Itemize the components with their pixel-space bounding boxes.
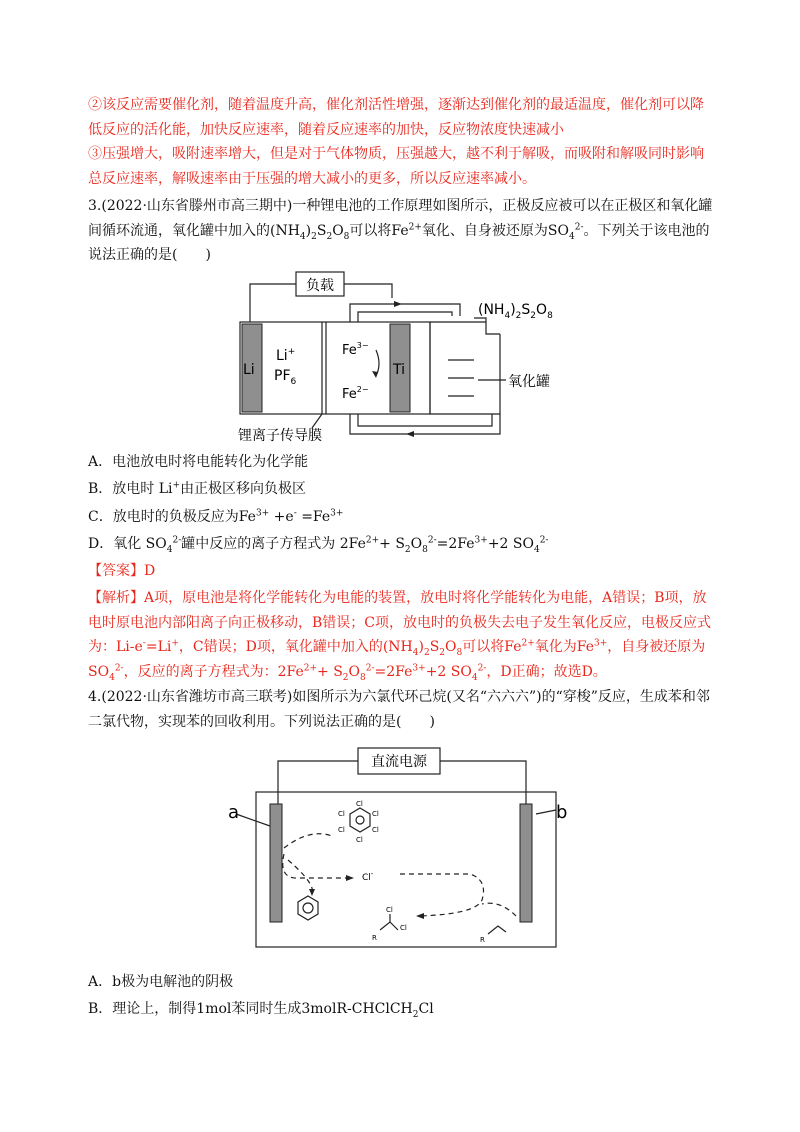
cl-6: Cl (356, 836, 363, 844)
q4-option-a[interactable]: A．b极为电解池的阴极 (88, 974, 234, 990)
product-cl-1: Cl (386, 906, 393, 914)
tank-label: 氧化罐 (508, 374, 550, 390)
product-r: R (372, 934, 377, 942)
cl-1: Cl (356, 800, 363, 808)
cl-ion: Cl- (362, 870, 374, 883)
reagent-label: $(NH_4)_2S_2O_8$ (478, 302, 553, 321)
q3-answer: 【答案】D (88, 563, 156, 579)
q3-option-c[interactable]: C．放电时的负极反应为$Fe^{3+} +e^- =Fe^{3+}$ (88, 508, 344, 525)
pf6-label: $PF_6$ (274, 368, 297, 387)
q3-stem: 3.(2022·山东省滕州市高三期中)一种锂电池的工作原理如图所示，正极反应被可以在正极区和氧化罐间循环流通，氧化罐中加入的$(NH_4)_2S_2O_8$可以将$Fe^{2+}$氧化、自身被还原为$SO_4^{2-}$。下列关于该电池的说法正确的是( ) (88, 198, 713, 263)
fe2-label: $Fe^{2-}$ (342, 385, 369, 402)
cl-5: Cl (372, 826, 379, 834)
prev-point-3: ③压强增大，吸附速率增大，但是对于气体物质，压强越大，越不利于解吸，而吸附和解吸同时影响总反应速率，解吸速率由于压强的增大减小的更多，所以反应速率减小。 (88, 146, 704, 187)
prev-point-2: ②该反应需要催化剂，随着温度升高，催化剂活性增强，逐渐达到催化剂的最适温度，催化剂可以降低反应的活化能，加快反应速率，随着反应速率的加快，反应物浓度快速减小 (88, 97, 704, 138)
q3-analysis: 【解析】A项，原电池是将化学能转化为电能的装置，放电时将化学能转化为电能，A错误；B项，放电时原电池内部阳离子向正极移动，B错误；C项，放电时的负极失去电子发生氧化反应，电极反应式为：Li-e-=Li+，C错误；D项，氧化罐中加入的$(NH_4)_2S_2O_8$可以将$Fe^{2+}$氧化为$Fe^{3+}$，自身被还原为$SO_4^{2-}$，反应的离子方程式为：$2Fe^{2+}+ S_2O_8^{2-}=2Fe^{3+}+2$ $SO_4^{2-}$，D正确；故选D。 (88, 590, 711, 683)
load-label: 负载 (306, 278, 334, 294)
alkene-r: R (480, 936, 485, 944)
membrane-label: 锂离子传导膜 (238, 428, 322, 444)
cl-2: Cl (338, 810, 345, 818)
q3-option-d[interactable]: D．氧化 $SO_4^{2-}$罐中反应的离子方程式为 $2Fe^{2+}+ S_2O_8^{2-}=2Fe^{3+}+2$ $SO_4^{2-}$ (88, 535, 549, 555)
q4-option-b[interactable]: B．理论上，制得1mol苯同时生成3molR-CHClCH$_2$Cl (88, 1001, 434, 1020)
ti-label: Ti (393, 362, 406, 378)
cl-4: Cl (338, 826, 345, 834)
q4-stem: 4.(2022·山东省潍坊市高三联考)如图所示为六氯代环己烷(又名“六六六”)的“穿梭”反应，生成苯和邻二氯代物，实现苯的回收利用。下列说法正确的是( ) (88, 689, 710, 730)
label-b: b (556, 802, 568, 823)
power-label: 直流电源 (371, 754, 427, 770)
product-cl-2: Cl (400, 924, 407, 932)
li-label: Li (243, 362, 255, 378)
cl-3: Cl (372, 810, 379, 818)
q4-electrolysis-figure (220, 744, 590, 954)
fe3-label: $Fe^{3-}$ (342, 341, 369, 358)
q3-option-b[interactable]: B．放电时 Li+由正极区移向负极区 (88, 480, 307, 497)
label-a: a (228, 802, 240, 823)
electrode-b (520, 804, 532, 922)
q3-option-a[interactable]: A．电池放电时将电能转化为化学能 (88, 454, 309, 470)
q3-battery-figure (230, 268, 580, 444)
electrode-a (270, 804, 282, 922)
li-ion-label: Li+ (276, 347, 296, 364)
